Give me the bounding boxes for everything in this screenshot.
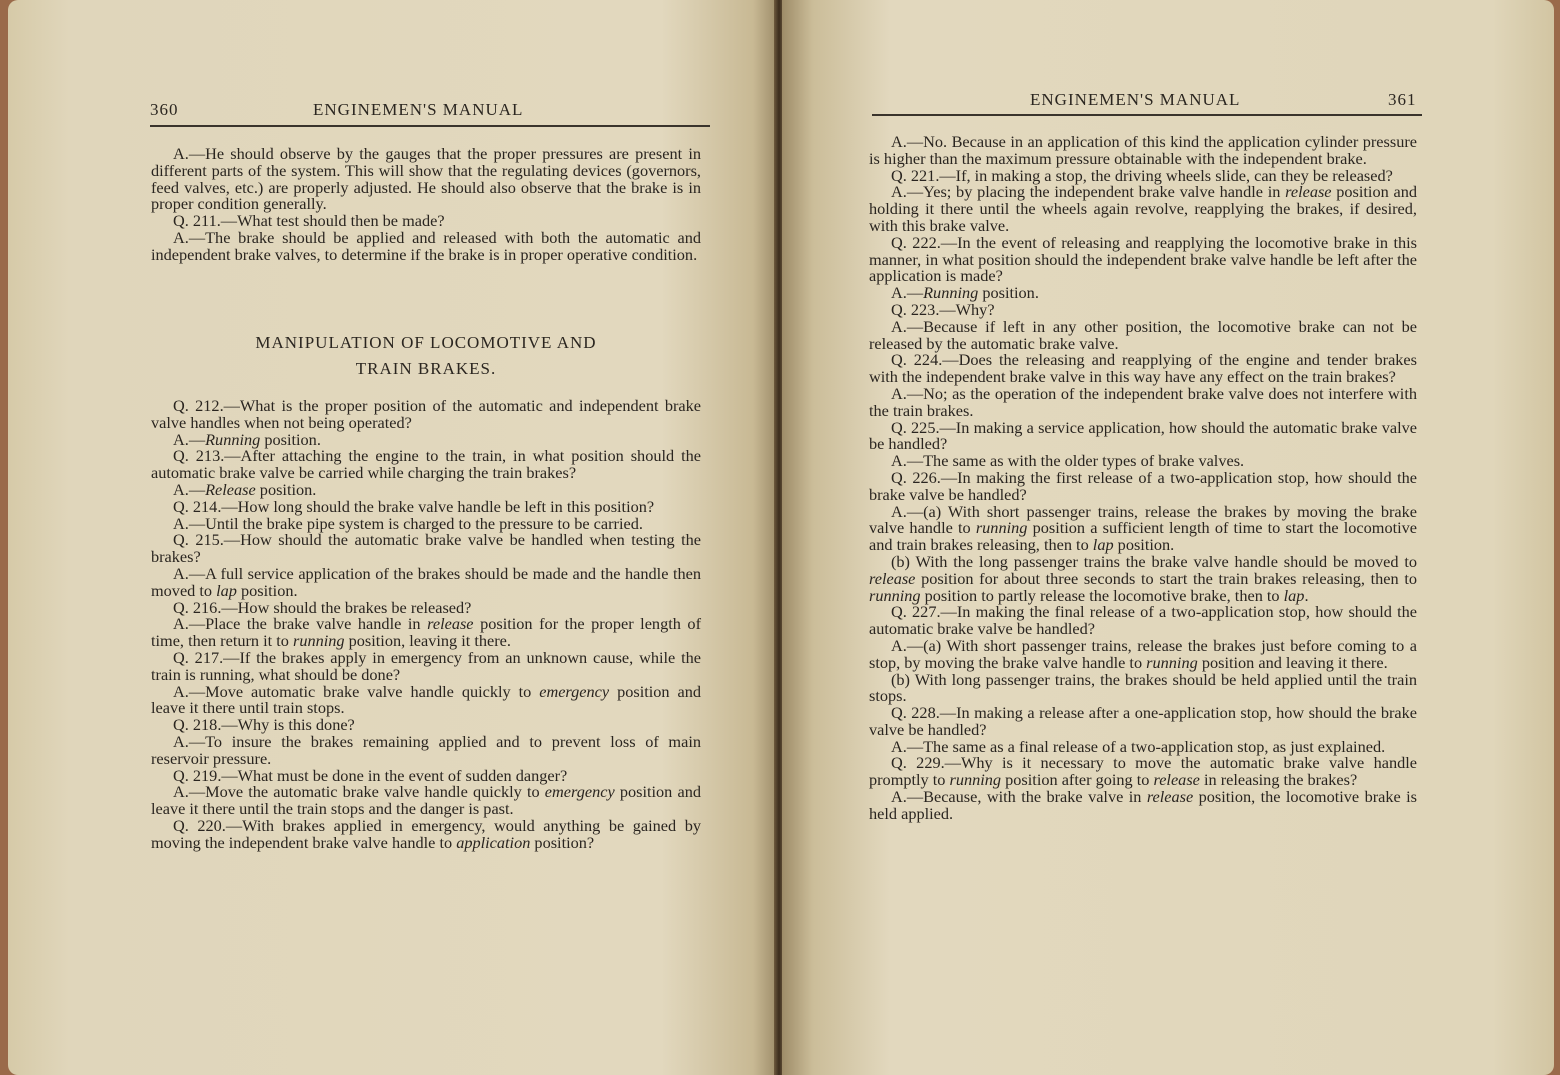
answer: A.—Release position.	[173, 479, 317, 499]
question: Q. 211.—What test should then be made?	[173, 211, 445, 231]
answer: A.—The brake should be applied and released with both the automatic and independent brake valves, to determine if the brake is in proper operative condition.	[151, 227, 701, 264]
left-page	[8, 0, 776, 1075]
question: Q. 223.—Why?	[891, 299, 995, 319]
question: Q. 229.—Why is it necessary to move the automatic brake valve handle promptly to running position after going to release in releasing the brakes?	[869, 753, 1417, 790]
answer: (b) With long passenger trains, the brakes should be held applied until the train stops.	[869, 669, 1417, 706]
intro-text	[151, 146, 701, 264]
answer: A.—(a) With short passenger trains, release the brakes just before coming to a stop, by moving the brake valve handle to running position and leaving it there.	[869, 635, 1417, 672]
answer: A.—Running position.	[891, 283, 1039, 303]
section-heading-line: MANIPULATION OF LOCOMOTIVE AND	[255, 333, 597, 352]
header-rule	[150, 125, 710, 127]
question: Q. 213.—After attaching the engine to the train, in what position should the automatic brake valve be carried while charging the train brakes?	[151, 446, 701, 483]
question: Q. 218.—Why is this done?	[173, 715, 355, 735]
question: Q. 226.—In making the first release of a two-application stop, how should the brake valve be handled?	[869, 467, 1417, 504]
question: Q. 227.—In making the final release of a two-application stop, how should the automatic brake valve be handled?	[869, 602, 1417, 639]
answer: A.—A full service application of the brakes should be made and the handle then moved to lap position.	[151, 563, 701, 600]
answer: A.—Place the brake valve handle in release position for the proper length of time, then return it to running position, leaving it there.	[151, 614, 701, 651]
answer: A.—No. Because in an application of this kind the application cylinder pressure is higher than the maximum pressure obtainable with the independent brake.	[869, 132, 1417, 168]
running-head: ENGINEMEN'S MANUAL	[1030, 90, 1241, 109]
question: Q. 214.—How long should the brake valve handle be left in this position?	[173, 496, 655, 516]
question: Q. 221.—If, in making a stop, the driving wheels slide, can they be released?	[891, 165, 1393, 185]
answer: A.—The same as with the older types of brake valves.	[891, 451, 1245, 471]
question: Q. 219.—What must be done in the event of sudden danger?	[173, 765, 568, 785]
page-number: 361	[1388, 90, 1417, 109]
answer: A.—Running position.	[173, 429, 321, 449]
answer: A.—Because, with the brake valve in release position, the locomotive brake is held applied.	[869, 787, 1417, 823]
answer: A.—The same as a final release of a two-application stop, as just explained.	[891, 736, 1386, 756]
running-head: ENGINEMEN'S MANUAL	[313, 100, 524, 119]
paragraph: A.—He should observe by the gauges that the proper pressures are present in different parts of the system. This will show that the regulating devices (governors, feed valves, etc.) are properly adjusted. He should also observe that the brake is in proper condition generally.	[151, 144, 701, 214]
question: Q. 228.—In making a release after a one-application stop, how should the brake valve be handled?	[869, 703, 1417, 739]
answer: A.—Move the automatic brake valve handle quickly to emergency position and leave it there until the train stops and the danger is past.	[151, 782, 701, 819]
question: Q. 220.—With brakes applied in emergency, would anything be gained by moving the independent brake valve handle to application position?	[151, 815, 701, 852]
question: Q. 216.—How should the brakes be released?	[173, 597, 472, 617]
section-heading-line: TRAIN BRAKES.	[355, 359, 497, 378]
header-rule	[872, 114, 1422, 116]
answer: A.—Yes; by placing the independent brake valve handle in release position and holding it there until the wheels again revolve, reapplying the brakes, if desired, with this brake valve.	[869, 182, 1417, 235]
question: Q. 215.—How should the automatic brake valve be handled when testing the brakes?	[151, 530, 701, 567]
section-heading	[151, 330, 701, 382]
answer: A.—To insure the brakes remaining applied and to prevent loss of main reservoir pressure.	[151, 731, 701, 768]
answer: A.—Because if left in any other position, the locomotive brake can not be released by the automatic brake valve.	[869, 316, 1417, 353]
question: Q. 217.—If the brakes apply in emergency from an unknown cause, while the train is running, what should be done?	[151, 647, 701, 684]
qa-text	[151, 398, 701, 852]
question: Q. 224.—Does the releasing and reapplying of the engine and tender brakes with the independent brake valve in this way have any effect on the train brakes?	[869, 350, 1417, 387]
right-page	[782, 0, 1554, 1075]
qa-text	[869, 134, 1417, 823]
answer: A.—Move automatic brake valve handle quickly to emergency position and leave it there until train stops.	[151, 681, 701, 718]
question: Q. 225.—In making a service application, how should the automatic brake valve be handled?	[869, 417, 1417, 454]
question: Q. 222.—In the event of releasing and reapplying the locomotive brake in this manner, in what position should the independent brake valve handle be left after the application is made?	[869, 232, 1417, 286]
answer: A.—No; as the operation of the independent brake valve does not interfere with the train brakes.	[869, 383, 1417, 420]
answer: (b) With the long passenger trains the brake valve handle should be moved to release position for about three seconds to start the train brakes releasing, then to running position to partly release the locomotive brake, then to lap.	[869, 551, 1417, 605]
answer: A.—Until the brake pipe system is charged to the pressure to be carried.	[173, 513, 643, 533]
page-number: 360	[150, 100, 179, 119]
question: Q. 212.—What is the proper position of the automatic and independent brake valve handles when not being operated?	[151, 396, 701, 432]
answer: A.—(a) With short passenger trains, release the brakes by moving the brake valve handle to running position a sufficient length of time to start the locomotive and train brakes releasing, then to lap position.	[869, 501, 1417, 555]
